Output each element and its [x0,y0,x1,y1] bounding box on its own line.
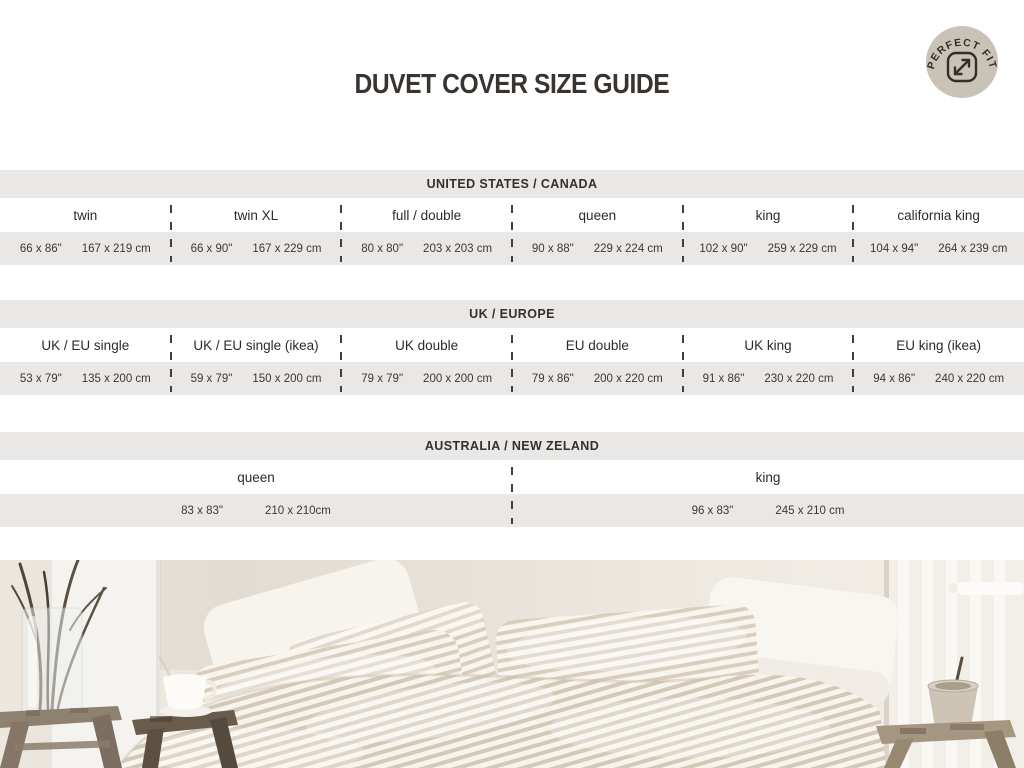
size-table-us-canada [0,170,1024,265]
cup [163,674,207,710]
perfect-fit-badge-graphic [925,25,999,99]
size-cm: 229 x 224 cm [593,242,663,255]
size-measurements [683,232,854,265]
size-measurements [341,362,512,395]
perfect-fit-badge [925,25,999,99]
size-inches: 79 x 79" [361,372,404,385]
bed-frame-bar [956,582,1024,595]
size-name: UK king [744,337,792,353]
size-inches: 83 x 83" [181,504,223,517]
size-measurements-row [0,232,1024,265]
size-cm: 240 x 220 cm [935,372,1005,385]
size-measurements [171,232,342,265]
size-cm: 264 x 239 cm [938,242,1008,255]
size-name: california king [897,207,980,223]
size-name: queen [237,469,275,485]
size-cm: 203 x 203 cm [423,242,493,255]
size-name: EU double [565,337,629,353]
size-cm: 259 x 229 cm [767,242,837,255]
size-inches: 94 x 86" [873,372,916,385]
size-name: UK / EU single (ikea) [193,337,319,353]
size-inches: 102 x 90" [699,242,748,255]
size-cm: 200 x 200 cm [423,372,493,385]
size-cm: 245 x 210 cm [775,504,845,517]
size-cm: 150 x 200 cm [252,372,322,385]
badge-label: PERFECT FIT [925,36,999,71]
size-name: UK double [395,337,459,353]
bed-photo-graphic [0,560,1024,768]
size-name: UK / EU single [41,337,130,353]
size-inches: 96 x 83" [691,504,734,517]
size-measurements-row [0,362,1024,395]
size-name: full / double [392,207,462,223]
size-inches: 66 x 86" [19,242,62,255]
size-names-row [0,460,1024,494]
size-measurements-row [0,494,1024,527]
page-title-text: DUVET COVER SIZE GUIDE [354,68,670,99]
size-table-uk-europe [0,300,1024,395]
size-measurements [0,232,171,265]
size-cm: 230 x 220 cm [764,372,834,385]
size-name: king [755,207,781,223]
size-names-row [0,198,1024,232]
size-measurements [683,362,854,395]
size-measurements [512,362,683,395]
bed-lifestyle-photo [0,560,1024,768]
size-table-australia-nz [0,432,1024,527]
size-inches: 53 x 79" [19,372,62,385]
size-name: EU king (ikea) [896,337,982,353]
region-header: UK / EUROPE [0,300,1024,328]
size-name: king [755,469,781,485]
size-inches: 90 x 88" [531,242,574,255]
size-measurements [171,362,342,395]
size-inches: 66 x 90" [190,242,233,255]
size-cm: 167 x 229 cm [252,242,322,255]
size-name: twin XL [233,207,279,223]
size-inches: 91 x 86" [702,372,745,385]
size-measurements [853,232,1024,265]
region-header: UNITED STATES / CANADA [0,170,1024,198]
size-cm: 210 x 210cm [264,504,331,517]
size-cm: 167 x 219 cm [81,242,151,255]
size-inches: 79 x 86" [531,372,574,385]
page-title [0,68,1024,100]
size-name: twin [73,207,98,223]
size-name: queen [578,207,617,223]
region-header: AUSTRALIA / NEW ZELAND [0,432,1024,460]
size-cm: 135 x 200 cm [81,372,151,385]
size-inches: 80 x 80" [361,242,404,255]
size-measurements [0,362,171,395]
size-measurements [341,232,512,265]
size-measurements [0,494,512,527]
size-measurements [512,232,683,265]
size-cm: 200 x 220 cm [593,372,663,385]
size-inches: 104 x 94" [870,242,919,255]
size-inches: 59 x 79" [190,372,233,385]
size-names-row [0,328,1024,362]
size-measurements [512,494,1024,527]
size-measurements [853,362,1024,395]
